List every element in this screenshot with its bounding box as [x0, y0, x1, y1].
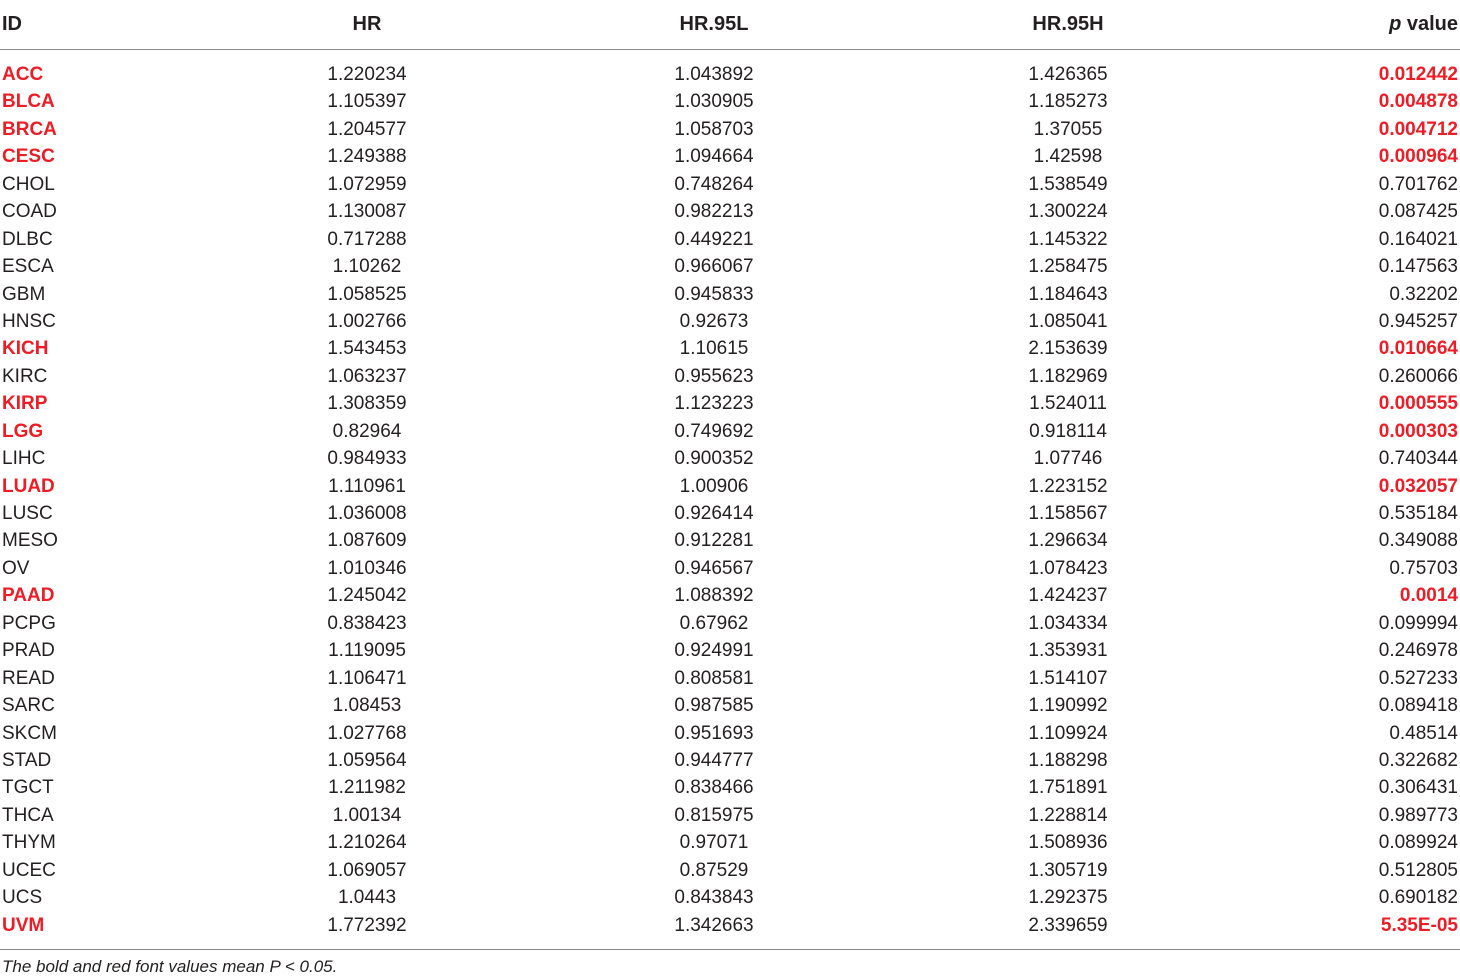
table-row — [0, 556, 1460, 583]
cell-hr: 1.543453 — [327, 338, 407, 360]
cell-hr-95-low: 0.945833 — [674, 283, 754, 305]
cell-id: OV — [2, 557, 30, 579]
cell-hr: 1.059564 — [327, 749, 407, 771]
cell-hr-95-high: 0.918114 — [1029, 420, 1107, 442]
cell-hr: 1.119095 — [328, 640, 406, 662]
cell-id: UVM — [2, 914, 45, 936]
cell-hr-95-low: 0.924991 — [674, 640, 754, 662]
cell-hr: 1.245042 — [327, 585, 407, 607]
table-row — [0, 611, 1460, 638]
cell-hr-95-high: 1.258475 — [1028, 256, 1108, 278]
header-p-value — [1389, 13, 1458, 36]
cell-id: PRAD — [2, 640, 55, 662]
table-row — [0, 501, 1460, 528]
cell-hr: 1.130087 — [327, 201, 407, 223]
table-row — [0, 309, 1460, 336]
cell-p-value: 0.527233 — [1378, 667, 1458, 689]
header-hr-95-low: HR.95L — [679, 13, 749, 35]
cell-hr-95-high: 1.078423 — [1028, 557, 1108, 579]
cell-id: BRCA — [2, 118, 57, 140]
cell-p-value: 0.349088 — [1378, 530, 1458, 552]
cell-hr-95-low: 0.815975 — [674, 804, 754, 826]
cell-hr-95-high: 2.339659 — [1028, 914, 1108, 936]
cell-hr: 1.220234 — [327, 64, 407, 85]
cell-id: BLCA — [2, 91, 55, 113]
table-row — [0, 583, 1460, 610]
cell-id: THYM — [2, 832, 56, 854]
cell-id: COAD — [2, 201, 57, 223]
cell-hr: 0.838423 — [327, 612, 407, 634]
cell-p-value: 0.260066 — [1378, 365, 1458, 387]
table-row — [0, 446, 1460, 473]
cell-hr: 1.058525 — [327, 283, 407, 305]
cell-hr-95-low: 0.987585 — [674, 695, 754, 717]
cell-hr: 1.772392 — [327, 914, 407, 936]
cell-hr-95-low: 0.92673 — [679, 310, 749, 332]
cell-id: HNSC — [2, 310, 56, 332]
cell-p-value: 0.032057 — [1378, 475, 1458, 497]
cell-hr-95-low: 1.10615 — [679, 338, 749, 360]
cell-hr-95-high: 1.184643 — [1028, 283, 1108, 305]
cell-hr: 1.249388 — [327, 146, 407, 168]
header-hr: HR — [352, 13, 382, 35]
cell-hr-95-low: 0.944777 — [674, 749, 754, 771]
cell-id: CHOL — [2, 173, 55, 195]
cell-hr: 1.00134 — [332, 804, 402, 826]
cell-hr: 1.036008 — [327, 503, 407, 524]
cell-hr-95-high: 1.188298 — [1028, 749, 1108, 771]
cell-id: PCPG — [2, 612, 56, 634]
cell-p-value: 0.32202 — [1389, 283, 1458, 305]
cell-id: UCEC — [2, 859, 56, 881]
table-row — [0, 693, 1460, 720]
table-row — [0, 199, 1460, 226]
cell-id: SKCM — [2, 722, 57, 744]
cell-p-value: 0.010664 — [1378, 338, 1458, 360]
cell-hr-95-low: 1.043892 — [674, 64, 754, 85]
cell-hr-95-high: 1.37055 — [1033, 118, 1103, 140]
table-row — [0, 419, 1460, 446]
cell-p-value: 0.512805 — [1378, 859, 1458, 881]
cell-hr: 1.08453 — [332, 695, 402, 717]
cell-hr-95-low: 0.67962 — [679, 612, 749, 634]
cell-p-value: 0.004878 — [1378, 91, 1458, 113]
cell-hr-95-high: 1.07746 — [1033, 448, 1103, 470]
table-row — [0, 62, 1460, 89]
cell-hr-95-low: 0.749692 — [674, 420, 754, 442]
cell-hr: 1.087609 — [327, 530, 407, 552]
cell-hr-95-low: 1.00906 — [679, 475, 749, 497]
cell-p-value: 0.306431 — [1378, 777, 1458, 799]
table-row — [0, 528, 1460, 555]
cell-hr-95-low: 1.123223 — [674, 393, 754, 415]
table-row — [0, 885, 1460, 912]
cell-hr: 1.106471 — [327, 667, 407, 689]
table-row — [0, 803, 1460, 830]
cell-hr: 1.105397 — [327, 91, 407, 113]
cell-hr-95-low: 0.808581 — [674, 667, 754, 689]
cell-hr-95-high: 1.034334 — [1028, 612, 1108, 634]
cell-p-value: 0.089418 — [1378, 695, 1458, 717]
table-row — [0, 775, 1460, 802]
cell-hr: 1.063237 — [327, 365, 407, 387]
cell-hr-95-low: 0.982213 — [674, 201, 754, 223]
table-row — [0, 391, 1460, 418]
table-footnote: The bold and red font values mean P < 0.05. — [2, 957, 338, 976]
cell-hr: 1.002766 — [327, 310, 407, 332]
cell-p-value: 0.147563 — [1378, 256, 1458, 278]
cell-hr-95-low: 1.030905 — [674, 91, 754, 113]
cell-id: PAAD — [2, 585, 55, 607]
table-row — [0, 830, 1460, 857]
cell-hr-95-low: 1.094664 — [674, 146, 754, 168]
cell-hr-95-low: 0.748264 — [674, 173, 754, 195]
cell-id: TGCT — [2, 777, 54, 799]
cell-p-value: 0.0014 — [1399, 585, 1458, 607]
cell-hr-95-high: 1.228814 — [1028, 804, 1108, 826]
cell-p-value: 0.322682 — [1378, 749, 1458, 771]
cell-p-value: 0.164021 — [1378, 228, 1458, 250]
table-row — [0, 858, 1460, 885]
header-hr-95-high: HR.95H — [1032, 13, 1104, 35]
cell-hr: 1.210264 — [327, 832, 407, 854]
cell-id: MESO — [2, 530, 58, 552]
cell-hr-95-low: 1.088392 — [674, 585, 754, 607]
table-row — [0, 282, 1460, 309]
cell-id: DLBC — [2, 228, 53, 250]
cell-hr-95-high: 1.145322 — [1028, 228, 1108, 250]
cell-p-value: 0.000555 — [1378, 393, 1458, 415]
cell-hr-95-low: 0.966067 — [674, 256, 754, 278]
cell-hr-95-high: 1.158567 — [1028, 503, 1108, 524]
table-row — [0, 89, 1460, 116]
cell-hr-95-low: 0.449221 — [674, 228, 754, 250]
cell-hr-95-high: 1.300224 — [1028, 201, 1108, 223]
cell-id: READ — [2, 667, 55, 689]
table-row — [0, 666, 1460, 693]
cell-hr: 1.204577 — [327, 118, 407, 140]
table-row — [0, 336, 1460, 363]
cell-hr-95-high: 1.292375 — [1028, 887, 1108, 909]
header-rule — [0, 49, 1460, 50]
cell-p-value: 0.004712 — [1378, 118, 1458, 140]
cell-hr-95-high: 1.085041 — [1028, 310, 1108, 332]
table-row — [0, 748, 1460, 775]
header-id: ID — [2, 13, 22, 35]
cell-hr-95-high: 1.424237 — [1028, 585, 1108, 607]
cell-id: KIRC — [2, 365, 48, 387]
cell-hr-95-high: 1.353931 — [1028, 640, 1108, 662]
table-row — [0, 117, 1460, 144]
cell-hr-95-low: 0.843843 — [674, 887, 754, 909]
cell-hr-95-high: 1.109924 — [1028, 722, 1108, 744]
cell-hr: 1.211982 — [328, 777, 406, 799]
cell-id: LUAD — [2, 475, 55, 497]
cell-id: GBM — [2, 283, 46, 305]
cell-p-value: 0.701762 — [1378, 173, 1458, 195]
table-row — [0, 254, 1460, 281]
cell-p-value: 0.099994 — [1378, 612, 1458, 634]
cell-p-value: 0.089924 — [1378, 832, 1458, 854]
cell-p-value: 0.246978 — [1378, 640, 1458, 662]
cell-hr-95-high: 1.751891 — [1028, 777, 1108, 799]
cell-hr: 0.984933 — [327, 448, 407, 470]
cell-p-value: 0.012442 — [1378, 64, 1458, 85]
table-row — [0, 474, 1460, 501]
cell-p-value: 0.000303 — [1378, 420, 1458, 442]
cell-hr-95-low: 0.87529 — [679, 859, 749, 881]
cell-hr-95-low: 1.058703 — [674, 118, 754, 140]
cell-hr: 0.82964 — [332, 420, 402, 442]
cell-id: STAD — [2, 749, 52, 771]
cell-hr: 0.717288 — [327, 228, 407, 250]
cell-hr-95-high: 1.538549 — [1028, 173, 1108, 195]
cell-id: KICH — [2, 338, 49, 360]
cell-id: UCS — [2, 887, 43, 909]
cell-hr-95-high: 1.42598 — [1033, 146, 1103, 168]
cell-hr-95-high: 1.524011 — [1029, 393, 1107, 415]
cell-hr-95-low: 0.97071 — [679, 832, 749, 854]
bottom-rule — [0, 949, 1460, 950]
cell-hr-95-low: 0.946567 — [674, 557, 754, 579]
cell-p-value: 0.000964 — [1378, 146, 1458, 168]
cell-hr-95-high: 1.305719 — [1028, 859, 1108, 881]
cell-p-value: 0.740344 — [1378, 448, 1458, 470]
cell-p-value: 0.75703 — [1389, 557, 1458, 579]
table-row — [0, 172, 1460, 199]
cell-id: SARC — [2, 695, 55, 717]
cell-hr: 1.010346 — [327, 557, 407, 579]
cell-id: ACC — [2, 64, 44, 85]
cell-hr-95-low: 1.342663 — [674, 914, 754, 936]
cell-hr-95-low: 0.955623 — [674, 365, 754, 387]
header-p-value-label: value — [1401, 13, 1458, 35]
table-row — [0, 638, 1460, 665]
table-row — [0, 144, 1460, 171]
table-body — [0, 62, 1460, 940]
cell-hr-95-low: 0.838466 — [674, 777, 754, 799]
cell-hr-95-low: 0.900352 — [674, 448, 754, 470]
cell-p-value: 0.535184 — [1378, 503, 1458, 524]
cell-id: LUSC — [2, 503, 53, 524]
header-p-italic: p — [1389, 13, 1402, 35]
cell-p-value: 5.35E-05 — [1380, 914, 1458, 936]
cell-hr-95-low: 0.951693 — [674, 722, 754, 744]
table-row — [0, 721, 1460, 748]
cell-id: KIRP — [2, 393, 48, 415]
cell-id: LIHC — [2, 448, 46, 470]
cell-hr: 1.0443 — [337, 887, 397, 909]
cell-p-value: 0.087425 — [1378, 201, 1458, 223]
cell-hr-95-high: 1.185273 — [1028, 91, 1108, 113]
cell-hr-95-high: 1.190992 — [1028, 695, 1108, 717]
cell-p-value: 0.945257 — [1378, 310, 1458, 332]
cell-hr-95-high: 1.508936 — [1028, 832, 1108, 854]
cell-id: THCA — [2, 804, 54, 826]
table-row — [0, 913, 1460, 940]
cell-hr: 1.10262 — [332, 256, 402, 278]
cell-hr: 1.069057 — [327, 859, 407, 881]
table-row — [0, 364, 1460, 391]
cell-hr: 1.027768 — [327, 722, 407, 744]
cell-p-value: 0.989773 — [1378, 804, 1458, 826]
cell-hr: 1.308359 — [327, 393, 407, 415]
cell-hr: 1.072959 — [327, 173, 407, 195]
cell-p-value: 0.48514 — [1389, 722, 1458, 744]
cell-hr-95-high: 1.223152 — [1028, 475, 1108, 497]
cell-hr-95-low: 0.912281 — [674, 530, 754, 552]
table-header — [0, 0, 1460, 49]
cell-hr-95-high: 1.426365 — [1028, 64, 1108, 85]
cell-hr-95-high: 1.296634 — [1028, 530, 1108, 552]
cell-id: ESCA — [2, 256, 54, 278]
table-row — [0, 227, 1460, 254]
cell-hr-95-high: 1.514107 — [1028, 667, 1108, 689]
cell-hr-95-high: 1.182969 — [1028, 365, 1108, 387]
cell-id: LGG — [2, 420, 44, 442]
cell-p-value: 0.690182 — [1378, 887, 1458, 909]
cell-hr: 1.110961 — [328, 475, 406, 497]
cell-hr-95-high: 2.153639 — [1028, 338, 1108, 360]
cell-hr-95-low: 0.926414 — [674, 503, 754, 524]
cell-id: CESC — [2, 146, 55, 168]
